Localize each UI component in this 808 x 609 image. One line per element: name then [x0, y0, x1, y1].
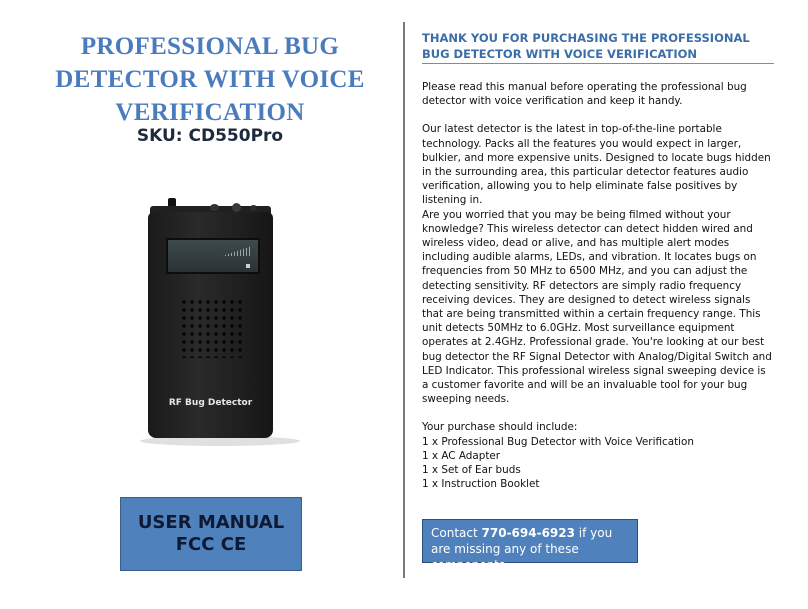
intro-paragraph: Please read this manual before operating the professional bug detector with voice verification and keep it handy.: [422, 81, 747, 108]
manual-body: [422, 80, 774, 491]
jack-port: [210, 204, 219, 211]
signal-bars-icon: [222, 246, 252, 256]
list-item: 1 x Set of Ear buds: [422, 464, 521, 477]
sku-label: SKU: CD550Pro: [136, 126, 284, 146]
power-jack: [250, 205, 257, 211]
contact-box: [422, 519, 638, 572]
column-divider: [403, 22, 405, 578]
includes-heading: Your purchase should include:: [422, 421, 578, 434]
contact-phone[interactable]: 770-694-6923: [481, 526, 575, 540]
product-title: PROFESSIONAL BUG DETECTOR WITH VOICE VERIFICATION: [55, 33, 365, 126]
contact-prefix: Contact: [431, 526, 482, 540]
dial-knob: [232, 203, 241, 212]
intro-panel: [422, 0, 782, 609]
features-paragraph-1: Our latest detector is the latest in top-of-the-line portable technology. Packs all the features you would expect in larger, bulkier, and more expensive units. Designed to locate bugs hidden in the surrounding area, this particular detector features audio verification, allowing you to help eliminate false positives by listening in.: [422, 123, 771, 207]
includes-list: [422, 435, 774, 492]
user-manual-box: [120, 497, 302, 571]
features-paragraph-2: Are you worried that you may be being filmed without your knowledge? This wireless detector can detect hidden wired and wireless video, dead or alive, and has multiple alert modes including audible alarms, LEDs, and vibration. It locates bugs on frequencies from 50 MHz to 6500 MHz, and you can adjust the detecting sensitivity. RF detectors are simply radio frequency receiving devices. They are designed to detect wireless signals that are being transmitted within a certain frequency range. This unit detects 50MHz to 6.0GHz. Most surveillance equipment operates at 2.4GHz. Professional grade. You're looking at our best bug detector the RF Signal Detector with Analog/Digital Switch and LED Indicator. This professional wireless signal sweeping device is a customer favorite and will be an invaluable tool for your bug sweeping needs.: [422, 208, 772, 406]
speaker-grille: [180, 298, 242, 358]
list-item: 1 x Professional Bug Detector with Voice Verification: [422, 435, 694, 448]
contact-suffix: if you are missing any of these components.: [431, 526, 613, 572]
list-item: 1 x AC Adapter: [422, 449, 501, 462]
screen-indicator: [246, 264, 250, 268]
device-screen: [166, 238, 260, 274]
device-label: RF Bug Detector: [168, 398, 253, 408]
thank-you-heading: THANK YOU FOR PURCHASING THE PROFESSIONAL BUG DETECTOR WITH VOICE VERIFICATION: [422, 30, 774, 64]
manual-box-line2: FCC CE: [175, 534, 247, 555]
manual-box-line1: USER MANUAL: [137, 512, 285, 533]
list-item: 1 x Instruction Booklet: [422, 478, 540, 491]
device-photo: [100, 190, 330, 450]
